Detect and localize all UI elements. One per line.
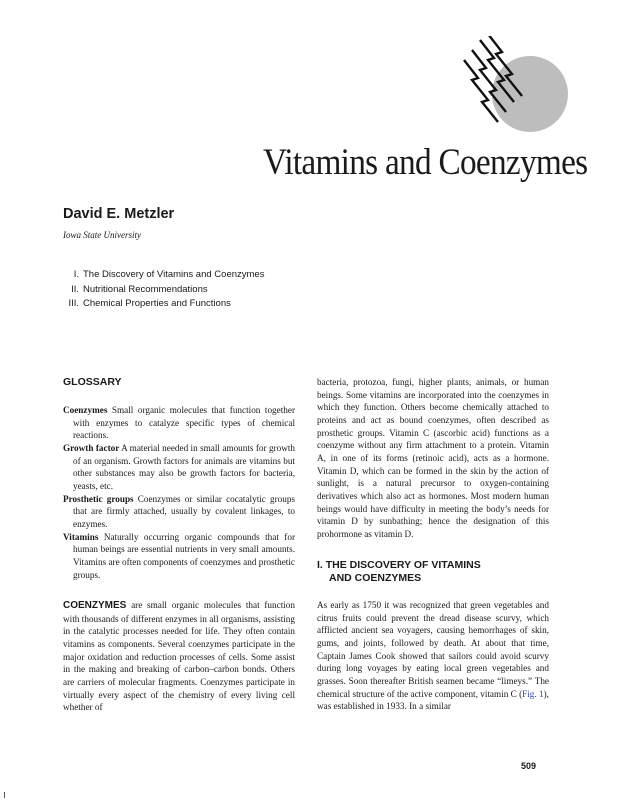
toc-item-text: Nutritional Recommendations [83,283,208,295]
toc-item-text: Chemical Properties and Functions [83,298,231,309]
toc-item[interactable] [63,283,264,298]
table-of-contents [63,268,264,312]
glossary-entry [63,442,295,493]
section-heading-line1: I. THE DISCOVERY OF VITAMINS [317,559,481,571]
glossary-term: Vitamins [63,531,99,542]
section-text-before-link: As early as 1750 it was recognized that green vegetables and citrus fruits could prevent the dread disease scurvy, which afflicted ancient sea voyagers, causing hemorrhages of skin, gums, and joints, followed by death. At about that time, Captain James Cook showed that sailors could avoid scurvy during long voyages by eating local green vegetables and grasses. Soon thereafter British seamen became “limeys.” The chemical structure of the active component, vitamin C ( [317,600,549,699]
intro-term: COENZYMES [63,600,127,611]
chapter-logo-icon [458,36,570,132]
page-number: 509 [521,761,537,771]
glossary-definition: Naturally occurring organic compounds that for human beings are essential nutrients in very small amounts. Vitamins are often components of coenzymes and prosthetic groups. [73,531,296,580]
glossary-section [63,376,295,581]
glossary-term: Coenzymes [63,405,108,415]
toc-item-number: I. [73,269,79,280]
figure-link[interactable]: Fig. 1 [522,688,544,699]
section-heading-line2: AND COENZYMES [329,572,422,584]
glossary-definition: Small organic molecules that function together with enzymes to catalyze specific types of chemical reactions. [73,405,296,441]
crop-mark [4,792,5,798]
glossary-entry [63,531,295,582]
section-1 [317,559,549,713]
glossary-entry [63,493,295,531]
author-affiliation: Iowa State University [63,230,141,240]
intro-paragraph [63,599,295,714]
right-column-paragraph [317,376,549,541]
glossary-definition: A material needed in small amounts for growth of an organism. Growth factors for animals are vitamins but other substances may also be growth factors for bacteria, yeasts, etc. [73,442,295,491]
toc-item[interactable] [63,268,264,283]
glossary-entry [63,404,295,442]
section-heading [317,559,549,585]
body-paragraph [317,599,549,713]
author-name: David E. Metzler [63,206,175,222]
glossary-term: Growth factor [63,442,120,453]
toc-item-text: The Discovery of Vitamins and Coenzymes [83,269,265,280]
toc-item-number: III. [68,298,79,309]
toc-item[interactable] [63,297,264,312]
glossary-definition: Coenzymes or similar cocatalytic groups that are firmly attached, usually by covalent linkages, to enzymes. [73,493,295,529]
body-paragraph: bacteria, protozoa, fungi, higher plants, animals, or human beings. Some vitamins are incorporated into the coenzymes in which they function. Others become chemically attached to proteins and act as bound coenzymes, often described as prosthetic groups. Vitamin C (ascorbic acid) functions as a coenzyme without any firm attachment to a protein. Vitamin A, in one of its forms (retinoic acid), acts as a hormone. Vitamin D, which can be formed in the skin by the action of sunlight, is a natural precursor to oxygen-containing derivatives which also act as hormones. Most modern human beings would have difficulty in meeting the body’s needs for vitamin D by sunbathing; hence the designation of this prohormone as vitamin D. [317,377,549,539]
page-title: Vitamins and Coenzymes [262,142,587,183]
glossary-heading: GLOSSARY [63,376,122,388]
section-text-after-link: ), was established in 1933. In a similar [317,688,549,712]
glossary-term: Prosthetic groups [63,493,134,504]
intro-text: are small organic molecules that function with thousands of different enzymes in all organisms, assisting in the catalytic processes needed for life. They often contain vitamins as components. Several coenzymes participate in the major oxidation and reduction processes of cells. Some assist in the making and breaking of carbon–carbon bonds. Others are carriers of molecular fragments. Coenzymes participate in virtually every aspect of the chemistry of every living cell whether of [63,600,295,713]
toc-item-number: II. [71,283,79,295]
